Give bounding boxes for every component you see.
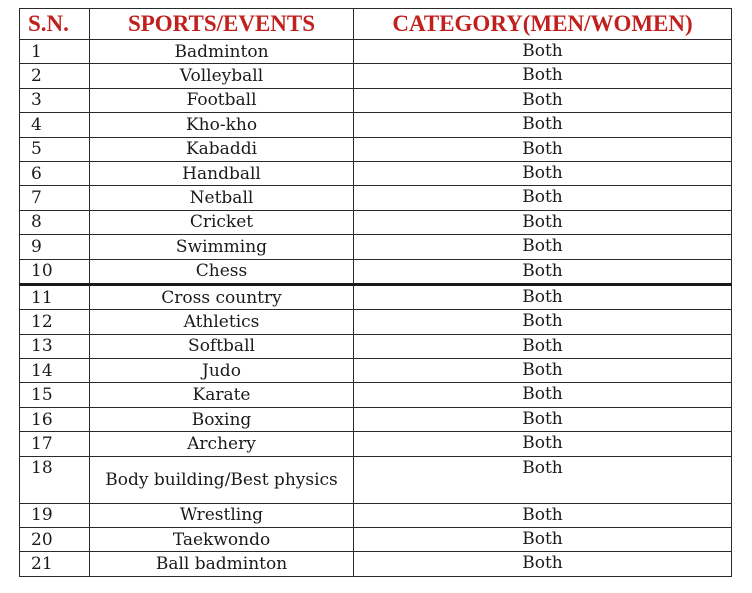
- cell-category: Both: [354, 40, 732, 64]
- table-row: [20, 259, 732, 284]
- cell-category: Both: [354, 186, 732, 210]
- cell-event: Body building/Best physics: [90, 456, 354, 503]
- cell-event: Taekwondo: [90, 528, 354, 552]
- cell-sn: 19: [20, 503, 90, 527]
- cell-category: Both: [354, 359, 732, 383]
- cell-sn: 16: [20, 407, 90, 431]
- cell-sn: 2: [20, 64, 90, 88]
- cell-event: Cricket: [90, 210, 354, 234]
- cell-event: Archery: [90, 432, 354, 456]
- cell-category: Both: [354, 503, 732, 527]
- cell-sn: 10: [20, 259, 90, 284]
- cell-sn: 17: [20, 432, 90, 456]
- cell-event: Badminton: [90, 40, 354, 64]
- cell-sn: 1: [20, 40, 90, 64]
- cell-event: Wrestling: [90, 503, 354, 527]
- cell-event: Kabaddi: [90, 137, 354, 161]
- table-body: [20, 40, 732, 577]
- cell-event: Judo: [90, 359, 354, 383]
- table-row: [20, 456, 732, 503]
- cell-category: Both: [354, 284, 732, 309]
- table-row: [20, 235, 732, 259]
- cell-category: Both: [354, 528, 732, 552]
- cell-sn: 7: [20, 186, 90, 210]
- table-row: [20, 432, 732, 456]
- cell-event: Karate: [90, 383, 354, 407]
- table-row: [20, 88, 732, 112]
- cell-category: Both: [354, 161, 732, 185]
- cell-sn: 21: [20, 552, 90, 576]
- table-row: [20, 186, 732, 210]
- cell-sn: 9: [20, 235, 90, 259]
- cell-event: Volleyball: [90, 64, 354, 88]
- cell-event: Chess: [90, 259, 354, 284]
- sports-events-table: [19, 8, 732, 577]
- table-header-row: [20, 9, 732, 40]
- cell-category: Both: [354, 334, 732, 358]
- table-row: [20, 40, 732, 64]
- table-row: [20, 210, 732, 234]
- cell-sn: 13: [20, 334, 90, 358]
- cell-category: Both: [354, 259, 732, 284]
- cell-category: Both: [354, 552, 732, 576]
- cell-sn: 15: [20, 383, 90, 407]
- cell-category: Both: [354, 64, 732, 88]
- cell-event: Handball: [90, 161, 354, 185]
- cell-event: Football: [90, 88, 354, 112]
- cell-category: Both: [354, 310, 732, 334]
- cell-category: Both: [354, 210, 732, 234]
- cell-event: Kho-kho: [90, 113, 354, 137]
- header-category: CATEGORY(MEN/WOMEN): [354, 9, 732, 40]
- cell-event: Swimming: [90, 235, 354, 259]
- cell-category: Both: [354, 456, 732, 503]
- cell-category: Both: [354, 235, 732, 259]
- table-row: [20, 528, 732, 552]
- cell-sn: 11: [20, 284, 90, 309]
- cell-event: Netball: [90, 186, 354, 210]
- table-row: [20, 161, 732, 185]
- cell-sn: 5: [20, 137, 90, 161]
- cell-sn: 8: [20, 210, 90, 234]
- cell-category: Both: [354, 88, 732, 112]
- cell-sn: 20: [20, 528, 90, 552]
- cell-sn: 12: [20, 310, 90, 334]
- cell-sn: 3: [20, 88, 90, 112]
- table-row: [20, 359, 732, 383]
- cell-sn: 6: [20, 161, 90, 185]
- cell-event: Ball badminton: [90, 552, 354, 576]
- cell-category: Both: [354, 383, 732, 407]
- header-sn: S.N.: [20, 9, 90, 40]
- cell-category: Both: [354, 407, 732, 431]
- cell-category: Both: [354, 137, 732, 161]
- cell-sn: 4: [20, 113, 90, 137]
- cell-event: Boxing: [90, 407, 354, 431]
- table-row: [20, 503, 732, 527]
- table-row: [20, 310, 732, 334]
- cell-category: Both: [354, 432, 732, 456]
- sports-table-container: [19, 8, 732, 577]
- table-row: [20, 407, 732, 431]
- table-row: [20, 334, 732, 358]
- cell-event: Cross country: [90, 284, 354, 309]
- table-row: [20, 137, 732, 161]
- cell-sn: 18: [20, 456, 90, 503]
- table-row: [20, 284, 732, 309]
- table-row: [20, 113, 732, 137]
- cell-event: Softball: [90, 334, 354, 358]
- cell-sn: 14: [20, 359, 90, 383]
- table-row: [20, 64, 732, 88]
- header-sports-events: SPORTS/EVENTS: [90, 9, 354, 40]
- cell-event: Athletics: [90, 310, 354, 334]
- table-row: [20, 383, 732, 407]
- table-row: [20, 552, 732, 576]
- cell-category: Both: [354, 113, 732, 137]
